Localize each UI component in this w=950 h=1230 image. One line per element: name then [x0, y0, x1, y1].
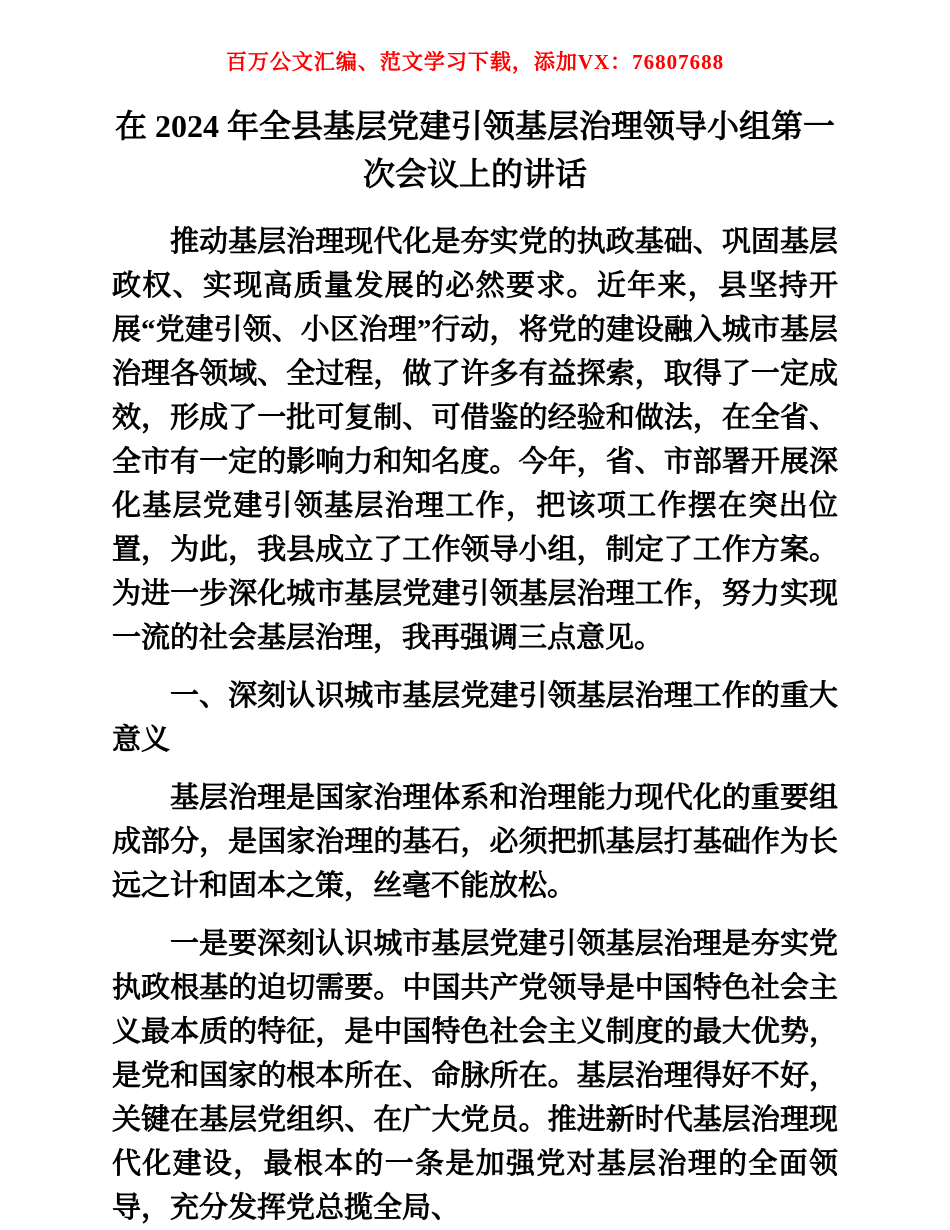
section-heading-1: 一、深刻认识城市基层党建引领基层治理工作的重大意义: [112, 680, 838, 756]
document-title: 在 2024 年全县基层党建引领基层治理领导小组第一次会议上的讲话: [114, 108, 835, 192]
paragraph-intro: 推动基层治理现代化是夯实党的执政基础、巩固基层政权、实现高质量发展的必然要求。近年来，县坚持开展“党建引领、小区治理”行动，将党的建设融入城市基层治理各领域、全过程，做了许多有益探索，取得了一定成效，形成了一批可复制、可借鉴的经验和做法，在全省、全市有一定的影响力和知名度。今年，省、市部署开展深化基层党建引领基层治理工作，把该项工作摆在突出位置，为此，我县成立了工作领导小组，制定了工作方案。为进一步深化城市基层党建引领基层治理工作，努力实现一流的社会基层治理，我再强调三点意见。: [112, 226, 838, 654]
promo-header-text: 百万公文汇编、范文学习下载，添加VX：76807688: [225, 50, 725, 74]
paragraph-section1-lead: 基层治理是国家治理体系和治理能力现代化的重要组成部分，是国家治理的基石，必须把抓基层打基础作为长远之计和固本之策，丝毫不能放松。: [112, 782, 838, 902]
paragraph-point-1: 一是要深刻认识城市基层党建引领基层治理是夯实党执政根基的迫切需要。中国共产党领导是中国特色社会主义最本质的特征，是中国特色社会主义制度的最大优势，是党和国家的根本所在、命脉所在。基层治理得好不好，关键在基层党组织、在广大党员。推进新时代基层治理现代化建设，最根本的一条是加强党对基层治理的全面领导，充分发挥党总揽全局、: [112, 928, 838, 1224]
